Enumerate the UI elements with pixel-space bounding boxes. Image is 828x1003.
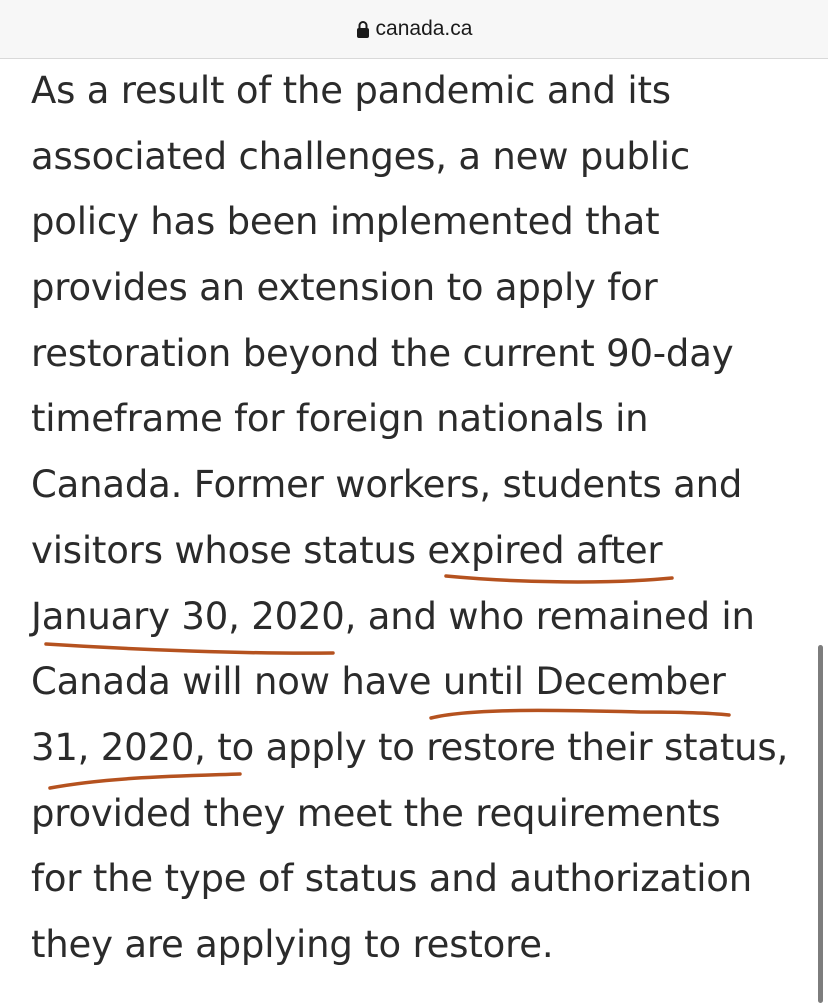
- text-line: provided they meet the requirements: [31, 791, 721, 835]
- text-line: As a result of the pandemic and its: [31, 69, 671, 112]
- text-line: 31, 2020, to apply to restore their status,: [31, 725, 789, 769]
- scrollbar[interactable]: [818, 645, 823, 1003]
- text-line: policy has been implemented that: [31, 200, 660, 244]
- text-line: restoration beyond the current 90-day: [31, 331, 734, 375]
- text-line: provides an extension to apply for: [31, 266, 658, 310]
- text-line: timeframe for foreign nationals in: [31, 397, 649, 441]
- text-line: for the type of status and authorization: [31, 857, 752, 901]
- text-line: they are applying to restore.: [31, 922, 554, 966]
- address-bar[interactable]: [0, 0, 828, 59]
- url-text: canada.ca: [375, 17, 473, 40]
- text-line: associated challenges, a new public: [31, 134, 690, 178]
- text-line: January 30, 2020, and who remained in: [31, 594, 755, 638]
- article-text: [31, 58, 791, 978]
- lock-icon: [356, 20, 370, 39]
- text-line: Canada will now have until December: [31, 660, 726, 704]
- text-line: visitors whose status expired after: [31, 528, 663, 572]
- text-line: Canada. Former workers, students and: [31, 463, 743, 507]
